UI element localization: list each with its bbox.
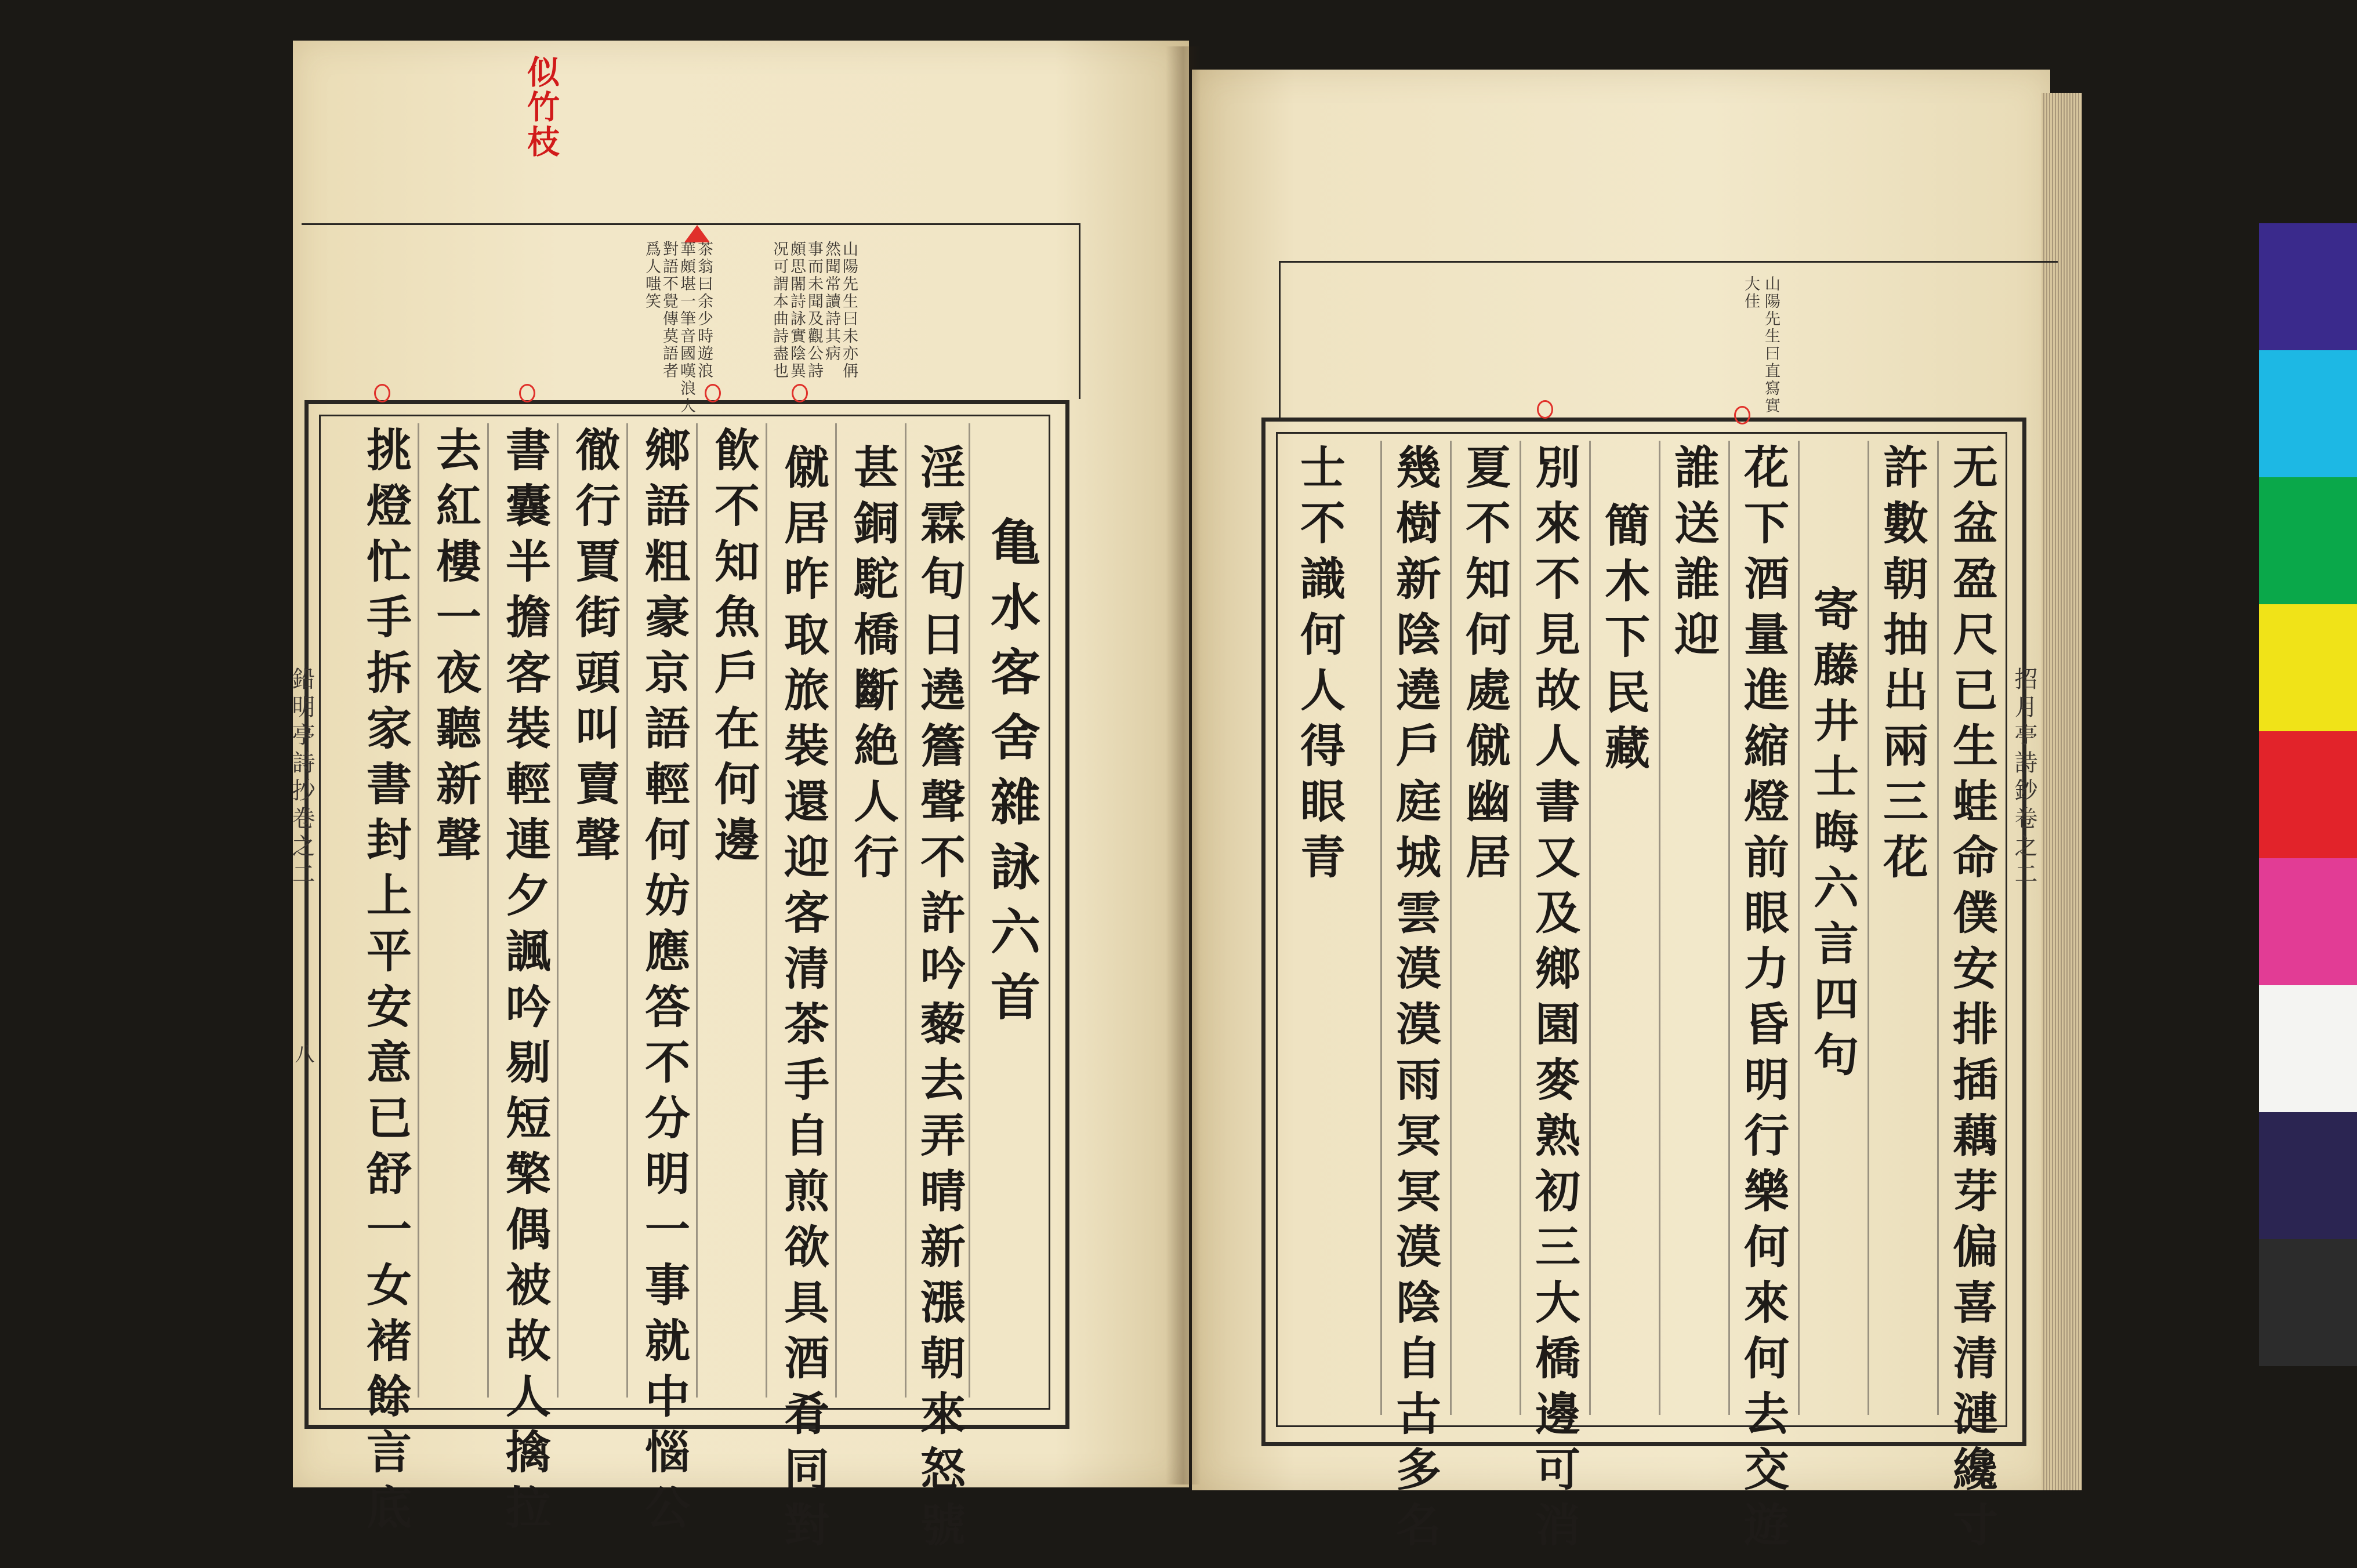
right-rule-7 bbox=[1520, 441, 1521, 1415]
left-column-4: 飮不知魚戶在何邊 bbox=[707, 426, 760, 872]
left-headnote-9: 爲人嗤笑 bbox=[643, 241, 661, 310]
right-rule-4 bbox=[1728, 441, 1730, 1415]
left-rule-9 bbox=[418, 423, 419, 1398]
left-headnote-8: 對語不覺傳莫語者 bbox=[660, 241, 678, 380]
left-column-3: 僦居昨取旅裝還迎客清茶手自煎欲具酒肴同對 bbox=[777, 444, 829, 1557]
calibration-swatch bbox=[2259, 477, 2357, 604]
calibration-swatch bbox=[2259, 223, 2357, 350]
left-column-6: 徹行賈街頭叫賣聲 bbox=[568, 426, 621, 872]
right-rule-6 bbox=[1589, 441, 1591, 1415]
red-marginal-note: 似竹枝 bbox=[522, 55, 560, 159]
right-rule-8 bbox=[1450, 441, 1452, 1415]
red-circle-mark bbox=[1537, 400, 1553, 419]
calibration-swatch bbox=[2259, 985, 2357, 1112]
book-gutter bbox=[1166, 46, 1201, 1484]
right-headnote-frame bbox=[1279, 261, 2058, 419]
left-headnote-3: 事而未聞及觀公詩 bbox=[805, 241, 823, 380]
red-circle-mark bbox=[792, 384, 808, 402]
right-column-7: 別來不見故人書又及鄉園麥熟初三大橋邊可消 bbox=[1528, 444, 1580, 1557]
left-column-9: 挑燈忙手拆家書封上平安意已舒一女褚餘言底 bbox=[359, 426, 412, 1540]
right-rule-5 bbox=[1659, 441, 1660, 1415]
right-column-5: 誰送誰迎 bbox=[1667, 444, 1720, 666]
left-headnote-4: 頗思闍詩詠實陰異 bbox=[788, 241, 806, 380]
calibration-swatch bbox=[2259, 858, 2357, 985]
red-circle-mark bbox=[1734, 406, 1750, 424]
left-column-5: 鄉語粗豪京語輕何妨應答不分明一事就中惱公 bbox=[637, 426, 690, 1540]
red-circle-mark bbox=[374, 384, 390, 402]
right-spine-label: 招月亭詩鈔卷之二 bbox=[2011, 667, 2037, 890]
right-column-3: 寄藤井士晦六言四句 bbox=[1806, 586, 1859, 1087]
poem-title: 亀水客舍雜詠六首 bbox=[982, 516, 1040, 1036]
left-rule-3 bbox=[835, 423, 837, 1398]
left-headnote-6: 茶翁曰余少時遊浪 bbox=[695, 241, 713, 380]
left-rule-1 bbox=[969, 423, 970, 1398]
left-headnote-2: 然聞常讀詩其病 bbox=[822, 241, 840, 362]
calibration-swatch bbox=[2259, 1239, 2357, 1366]
right-column-4: 花下酒量進縮燈前眼力昏明行樂何來何去交遊 bbox=[1736, 444, 1789, 1557]
left-rule-2 bbox=[905, 423, 906, 1398]
right-column-9: 幾樹新陰遶戶庭城雲漠漠雨冥冥漠陰自古多名 bbox=[1388, 444, 1441, 1557]
left-rule-7 bbox=[557, 423, 559, 1398]
right-column-6: 簡木下民藏 bbox=[1597, 502, 1650, 780]
right-column-10: 士不識何人得眼青 bbox=[1293, 444, 1346, 889]
calibration-swatch bbox=[2259, 604, 2357, 731]
right-rule-3 bbox=[1798, 441, 1800, 1415]
left-column-1: 淫霖旬日遶簷聲不許吟藜去弄晴新漲朝來怒號 bbox=[913, 444, 966, 1557]
color-calibration-strip bbox=[2259, 223, 2357, 1366]
left-rule-8 bbox=[487, 423, 489, 1398]
left-headnote-1: 山陽先生曰未亦侢 bbox=[840, 241, 858, 380]
right-column-1: 无盆盈尺已生蛙命僕安排插藕芽偏喜清漣纔寸 bbox=[1945, 444, 1998, 1557]
left-column-8: 去紅樓一夜聽新聲 bbox=[429, 426, 481, 872]
left-rule-6 bbox=[626, 423, 628, 1398]
left-rule-4 bbox=[766, 423, 767, 1398]
right-rule-9 bbox=[1380, 441, 1382, 1415]
calibration-swatch bbox=[2259, 1112, 2357, 1239]
left-rule-5 bbox=[696, 423, 698, 1398]
right-rule-1 bbox=[1937, 441, 1939, 1415]
red-circle-mark bbox=[519, 384, 535, 402]
red-circle-mark bbox=[705, 384, 721, 402]
right-column-8: 夏不知何處僦幽居 bbox=[1458, 444, 1511, 889]
left-spine-label: 鉛明亭詩抄卷之二 bbox=[288, 667, 315, 890]
left-headnote-7: 華頗堪一筆音國嘆浪人 bbox=[677, 241, 695, 415]
right-headnote-2: 大佳 bbox=[1742, 275, 1760, 310]
right-column-2: 許數朝抽出兩三花 bbox=[1876, 444, 1928, 889]
right-rule-2 bbox=[1868, 441, 1869, 1415]
red-triangle-mark bbox=[684, 225, 710, 242]
left-column-7: 書囊半擔客裝輕連夕諷吟剔短檠偶被故人擒拉 bbox=[498, 426, 551, 1540]
calibration-swatch bbox=[2259, 731, 2357, 858]
left-headnote-5: 况可謂本曲詩盡也 bbox=[770, 241, 788, 380]
folio-number: 八 bbox=[291, 1044, 314, 1065]
calibration-swatch bbox=[2259, 350, 2357, 477]
right-headnote-1: 山陽先生曰直寫實 bbox=[1762, 275, 1780, 415]
left-column-2: 甚銅駝橋斷絶人行 bbox=[846, 444, 899, 889]
